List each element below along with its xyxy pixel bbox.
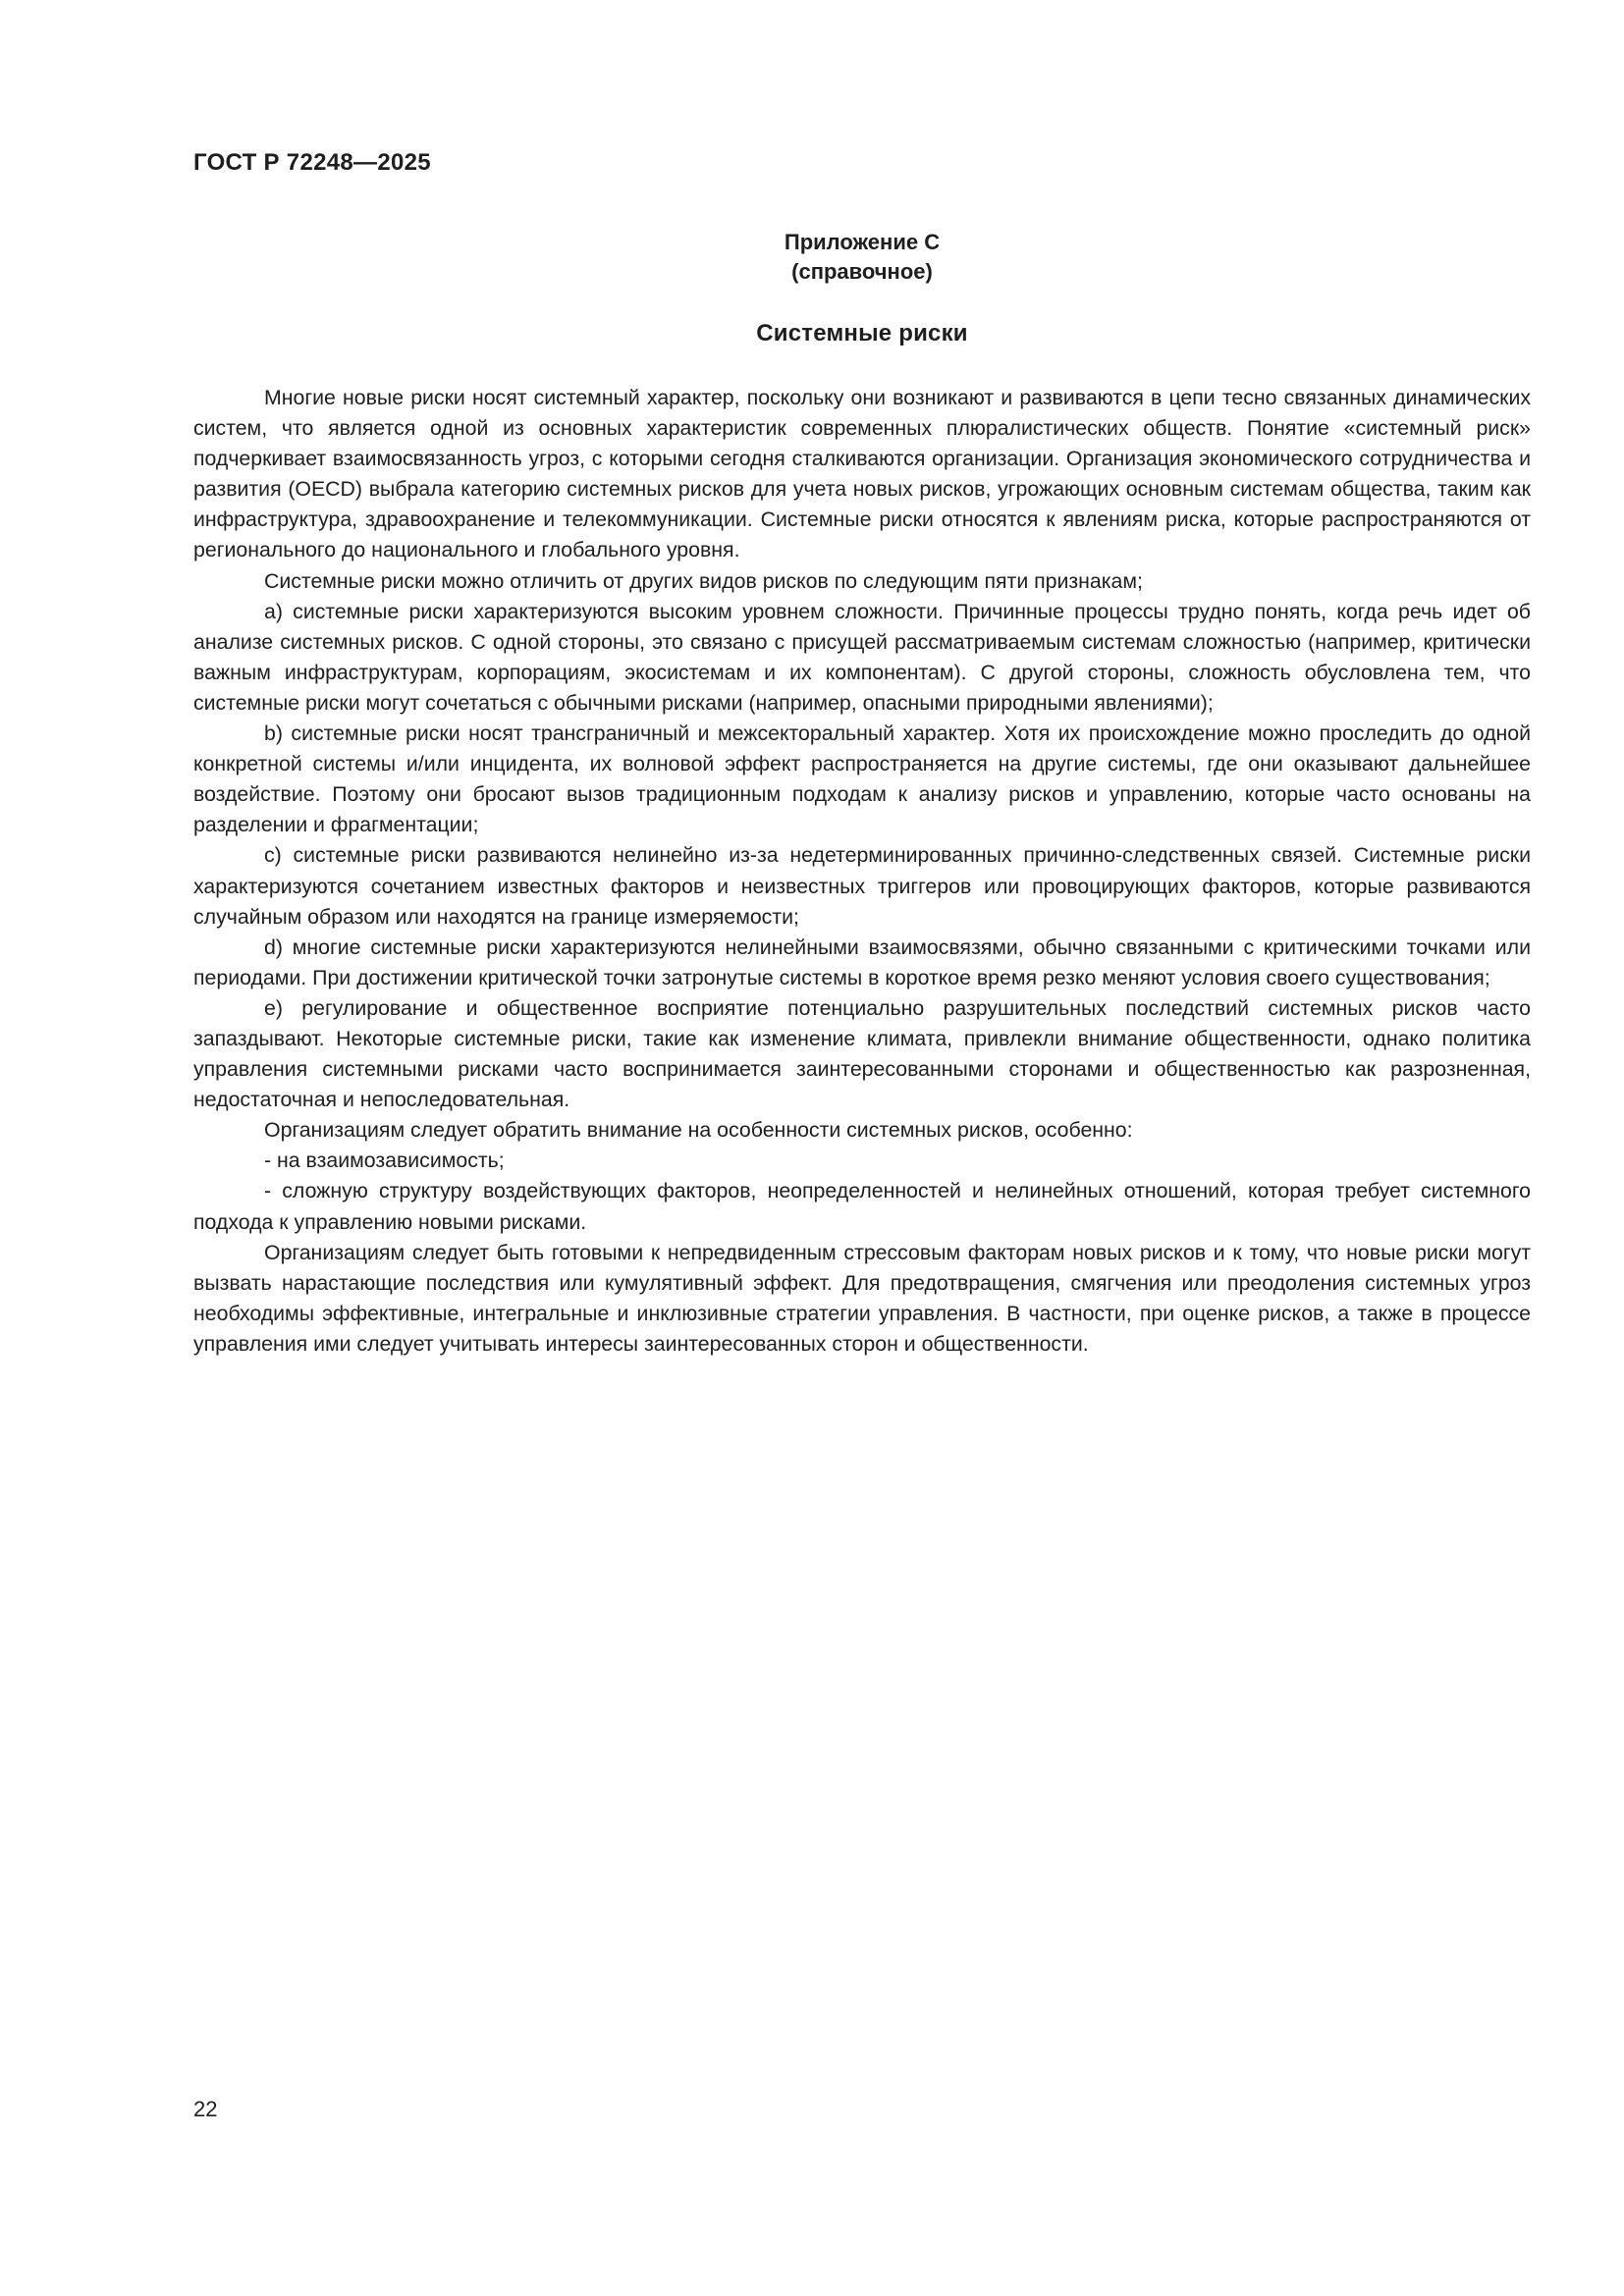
paragraph-intro: Многие новые риски носят системный характер, поскольку они возникают и развиваются в цепи тесно связанных динамических систем, что является одной из основных характеристик современных плюралистических обществ. Понятие «системный риск» подчеркивает взаимосвязанность угроз, с которыми сегодня сталкиваются организации. Организация экономического сотрудничества и развития (OECD) выбрала категорию системных рисков для учета новых рисков, угрожающих основным системам общества, таким как инфраструктура, здравоохранение и телекоммуникации. Системные риски относятся к явлениям риска, которые распространяются от регионального до национального и глобального уровня. <box>193 386 1531 562</box>
paragraph-conclusion: Организациям следует быть готовыми к непредвиденным стрессовым факторам новых рисков и к тому, что новые риски могут вызвать нарастающие последствия или кумулятивный эффект. Для предотвращения, смягчения или преодоления системных угроз необходимы эффективные, интегральные и инклюзивные стратегии управления. В частности, при оценке рисков, а также в процессе управления ими следует учитывать интересы заинтересованных сторон и общественности. <box>193 1240 1531 1356</box>
list-item-a: a) системные риски характеризуются высоким уровнем сложности. Причинные процессы трудно понять, когда речь идет об анализе системных рисков. С одной стороны, это связано с присущей рассматриваемым системам сложностью (например, критически важным инфраструктурам, корпорациям, экосистемам и их компонентам). С другой стороны, сложность обусловлена тем, что системные риски могут сочетаться с обычными рисками (например, опасными природными явлениями); <box>193 599 1531 715</box>
list-item-e: e) регулирование и общественное восприятие потенциально разрушительных последствий системных рисков часто запаздывают. Некоторые системные риски, такие как изменение климата, привлекли внимание общественности, однако политика управления системными рисками часто воспринимается заинтересованными сторонами и общественностью как разрозненная, недостаточная и непоследовательная. <box>193 995 1531 1112</box>
paragraph-attention: Организациям следует обратить внимание на особенности системных рисков, особенно: <box>264 1118 1133 1143</box>
page-number: 22 <box>193 2097 218 2121</box>
appendix-title: Приложение С <box>784 230 941 254</box>
section-title: Системные риски <box>756 320 968 347</box>
list-item-b: b) системные риски носят трансграничный и межсекторальный характер. Хотя их происхождение можно проследить до одной конкретной системы и/или инцидента, их волновой эффект распространяется на другие системы, где они оказывают дальнейшее воздействие. Поэтому они бросают вызов традиционным подходам к анализу рисков и управлению, которые часто основаны на разделении и фрагментации; <box>193 721 1531 837</box>
body-text <box>193 383 1531 1360</box>
dash-item-complex-structure: - сложную структуру воздействующих факторов, неопределенностей и нелинейных отношений, которая требует системного подхода к управлению новыми рисками. <box>193 1179 1531 1234</box>
dash-item-interdependence: - на взаимозависимость; <box>264 1148 505 1173</box>
appendix-heading <box>193 228 1531 287</box>
document-code-header: ГОСТ Р 72248—2025 <box>193 149 431 176</box>
appendix-subtitle: (справочное) <box>791 259 933 284</box>
paragraph-five-features: Системные риски можно отличить от других видов рисков по следующим пяти признакам; <box>264 568 1143 593</box>
list-item-d: d) многие системные риски характеризуются нелинейными взаимосвязями, обычно связанными с критическими точками или периодами. При достижении критической точки затронутые системы в короткое время резко меняют условия своего существования; <box>193 934 1531 989</box>
list-item-c: c) системные риски развиваются нелинейно из-за недетерминированных причинно-следственных связей. Системные риски характеризуются сочетанием известных факторов и неизвестных триггеров или провоцирующих факторов, которые развиваются случайным образом или находятся на границе измеряемости; <box>193 843 1531 929</box>
